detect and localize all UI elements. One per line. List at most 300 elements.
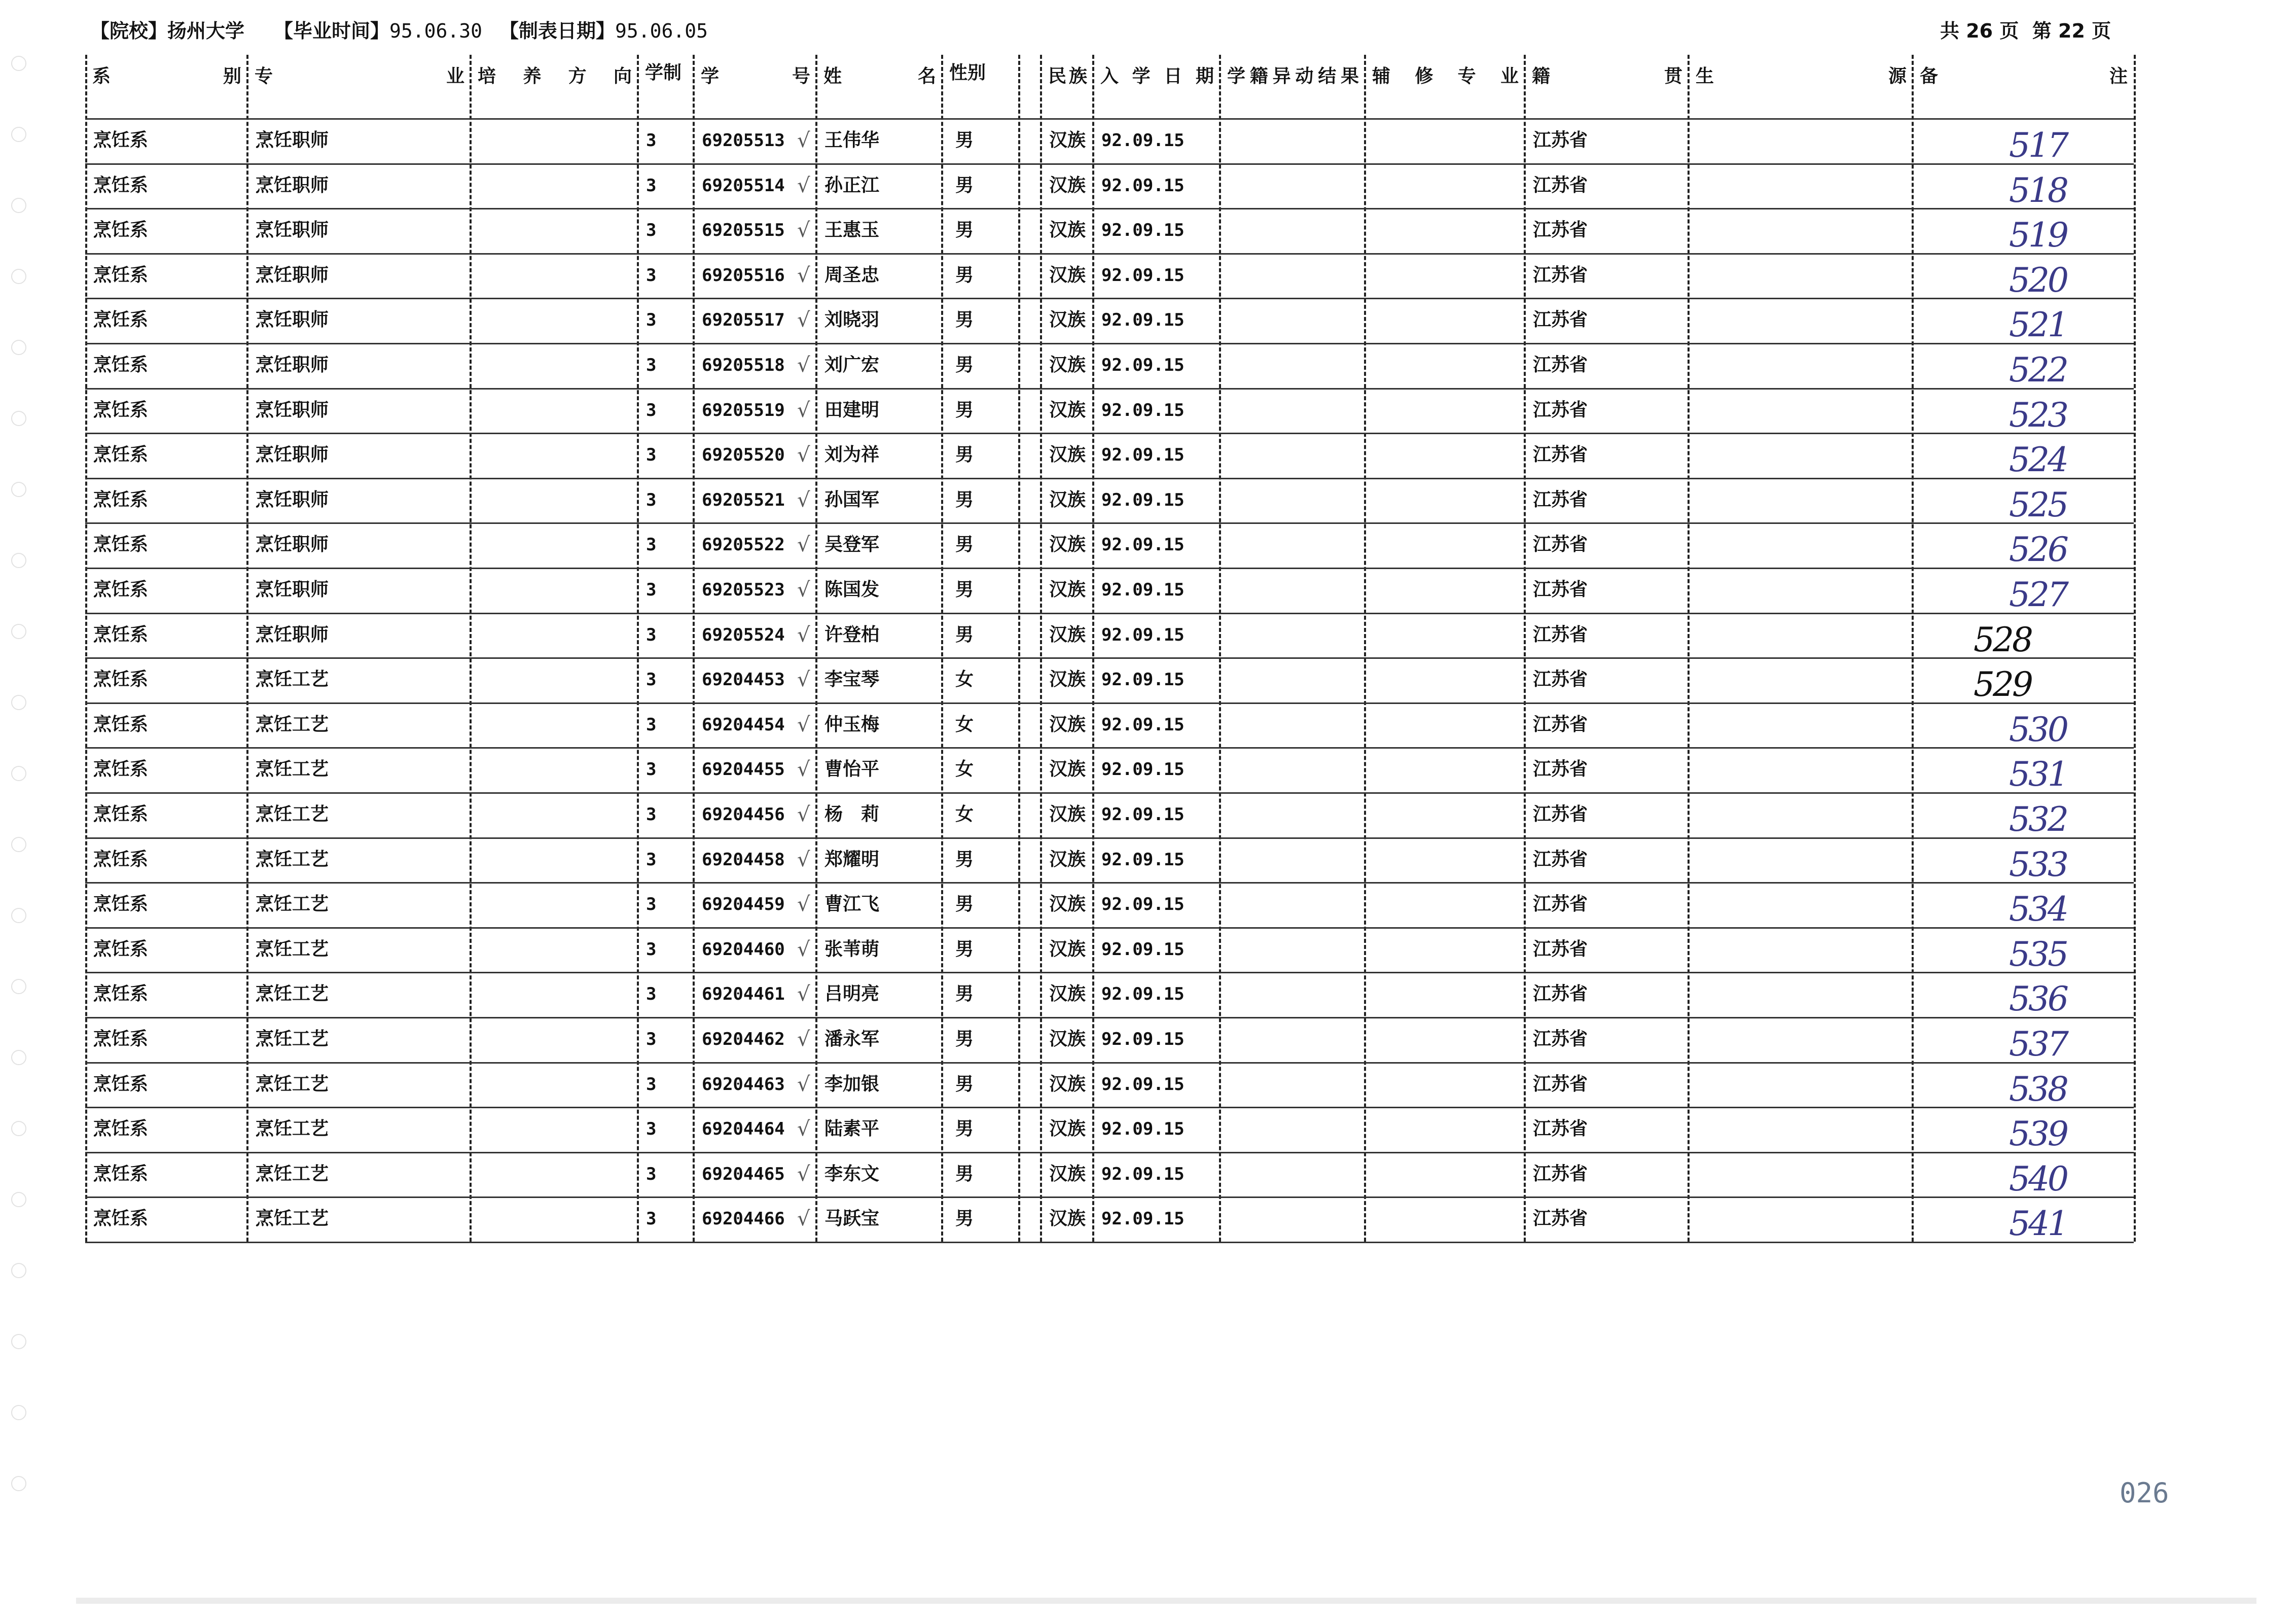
cell-years: 3 bbox=[646, 1164, 657, 1184]
cell-name: 吕明亮 bbox=[824, 983, 880, 1005]
column-header-status: 学籍异动结果 bbox=[1227, 66, 1359, 87]
handwritten-note: 528 bbox=[1974, 620, 2031, 659]
cell-origin: 江苏省 bbox=[1533, 804, 1588, 825]
check-mark-icon: √ bbox=[797, 308, 810, 332]
cell-years: 3 bbox=[646, 535, 657, 555]
scan-footer-strip bbox=[76, 1598, 2256, 1604]
cell-years: 3 bbox=[646, 130, 657, 151]
cell-nation: 汉族 bbox=[1049, 938, 1086, 960]
cell-origin: 江苏省 bbox=[1533, 669, 1588, 690]
handwritten-note: 535 bbox=[2009, 934, 2067, 974]
cell-enroll: 92.09.15 bbox=[1101, 1209, 1185, 1229]
table-row bbox=[85, 568, 2134, 613]
cell-years: 3 bbox=[646, 1209, 657, 1229]
cell-enroll: 92.09.15 bbox=[1101, 445, 1185, 466]
column-divider bbox=[1018, 55, 1020, 1242]
cell-origin: 江苏省 bbox=[1533, 759, 1588, 780]
cell-years: 3 bbox=[646, 220, 657, 241]
row-rule bbox=[85, 702, 2134, 704]
cell-dept: 烹饪系 bbox=[93, 130, 149, 151]
cell-origin: 江苏省 bbox=[1533, 220, 1588, 241]
cell-name: 郑耀明 bbox=[824, 849, 880, 870]
table-row bbox=[85, 1152, 2134, 1197]
cell-nation: 汉族 bbox=[1049, 624, 1086, 645]
cell-origin: 江苏省 bbox=[1533, 624, 1588, 645]
cell-name: 杨 莉 bbox=[824, 804, 880, 825]
cell-sex: 男 bbox=[955, 534, 974, 555]
cell-dept: 烹饪系 bbox=[93, 669, 149, 690]
cell-nation: 汉族 bbox=[1049, 355, 1086, 375]
cell-years: 3 bbox=[646, 175, 657, 196]
check-mark-icon: √ bbox=[797, 848, 810, 871]
cell-origin: 江苏省 bbox=[1533, 938, 1588, 960]
binding-hole bbox=[11, 56, 26, 71]
binding-hole bbox=[11, 1334, 26, 1349]
check-mark-icon: √ bbox=[797, 668, 810, 692]
cell-major: 烹饪职师 bbox=[256, 130, 329, 151]
handwritten-note: 530 bbox=[2009, 710, 2067, 749]
cell-major: 烹饪职师 bbox=[256, 579, 329, 600]
table-row bbox=[85, 927, 2134, 972]
table-row bbox=[85, 972, 2134, 1017]
cell-origin: 江苏省 bbox=[1533, 1029, 1588, 1049]
cell-name: 刘晓羽 bbox=[824, 309, 880, 331]
row-rule bbox=[85, 657, 2134, 659]
column-header-years: 学制 bbox=[645, 62, 682, 83]
page-current: 第 22 页 bbox=[2032, 20, 2111, 42]
cell-major: 烹饪工艺 bbox=[256, 1163, 329, 1184]
graduation-date: 95.06.30 bbox=[389, 20, 483, 42]
cell-origin: 江苏省 bbox=[1533, 355, 1588, 375]
cell-sid: 69205523 bbox=[702, 580, 785, 600]
binding-hole bbox=[11, 127, 26, 142]
cell-nation: 汉族 bbox=[1049, 894, 1086, 915]
cell-years: 3 bbox=[646, 759, 657, 780]
cell-sid: 69205513 bbox=[702, 130, 785, 151]
page-total: 共 26 页 bbox=[1940, 20, 2019, 42]
cell-sex: 男 bbox=[955, 489, 974, 510]
handwritten-note: 525 bbox=[2009, 485, 2067, 524]
cell-enroll: 92.09.15 bbox=[1101, 624, 1185, 645]
row-rule bbox=[85, 208, 2134, 209]
cell-sid: 69204465 bbox=[702, 1164, 785, 1184]
cell-name: 张苇萌 bbox=[824, 938, 880, 960]
binding-hole bbox=[11, 979, 26, 994]
cell-sid: 69204453 bbox=[702, 670, 785, 690]
check-mark-icon: √ bbox=[797, 578, 810, 602]
cell-origin: 江苏省 bbox=[1533, 579, 1588, 600]
cell-nation: 汉族 bbox=[1049, 264, 1086, 286]
cell-sid: 69204459 bbox=[702, 894, 785, 915]
row-rule bbox=[85, 792, 2134, 794]
cell-sid: 69205516 bbox=[702, 265, 785, 286]
cell-major: 烹饪工艺 bbox=[256, 894, 329, 915]
column-divider bbox=[470, 55, 472, 1242]
binding-hole bbox=[11, 1050, 26, 1065]
check-mark-icon: √ bbox=[797, 893, 810, 917]
cell-name: 李东文 bbox=[824, 1163, 880, 1184]
column-header-minor: 辅修专业 bbox=[1372, 66, 1519, 87]
cell-nation: 汉族 bbox=[1049, 1118, 1086, 1140]
handwritten-note: 538 bbox=[2009, 1069, 2067, 1109]
row-rule bbox=[85, 253, 2134, 255]
cell-sex: 女 bbox=[955, 714, 974, 735]
handwritten-note: 536 bbox=[2009, 979, 2067, 1019]
cell-sex: 男 bbox=[955, 894, 974, 915]
cell-major: 烹饪工艺 bbox=[256, 759, 329, 780]
table-row bbox=[85, 792, 2134, 837]
table-row bbox=[85, 837, 2134, 883]
cell-sex: 男 bbox=[955, 1118, 974, 1140]
table-row bbox=[85, 522, 2134, 568]
cell-nation: 汉族 bbox=[1049, 983, 1086, 1005]
table-row bbox=[85, 702, 2134, 748]
row-rule bbox=[85, 433, 2134, 434]
binding-hole bbox=[11, 908, 26, 923]
cell-name: 刘广宏 bbox=[824, 355, 880, 375]
table-row bbox=[85, 882, 2134, 927]
handwritten-note: 523 bbox=[2009, 395, 2067, 435]
handwritten-note: 524 bbox=[2009, 440, 2067, 480]
cell-nation: 汉族 bbox=[1049, 1029, 1086, 1049]
check-mark-icon: √ bbox=[797, 1072, 810, 1096]
cell-name: 吴登军 bbox=[824, 534, 880, 555]
cell-years: 3 bbox=[646, 310, 657, 331]
check-mark-icon: √ bbox=[797, 623, 810, 647]
cell-sid: 69205514 bbox=[702, 175, 785, 196]
row-rule bbox=[85, 478, 2134, 479]
cell-sex: 女 bbox=[955, 759, 974, 780]
binding-hole bbox=[11, 624, 26, 639]
cell-origin: 江苏省 bbox=[1533, 130, 1588, 151]
row-rule bbox=[85, 1107, 2134, 1108]
binding-hole bbox=[11, 837, 26, 852]
cell-sex: 男 bbox=[955, 355, 974, 375]
cell-major: 烹饪工艺 bbox=[256, 1208, 329, 1229]
cell-enroll: 92.09.15 bbox=[1101, 580, 1185, 600]
binding-hole bbox=[11, 1476, 26, 1491]
cell-nation: 汉族 bbox=[1049, 1163, 1086, 1184]
cell-origin: 江苏省 bbox=[1533, 714, 1588, 735]
column-divider bbox=[246, 55, 248, 1242]
cell-origin: 江苏省 bbox=[1533, 264, 1588, 286]
cell-dept: 烹饪系 bbox=[93, 1163, 149, 1184]
cell-dept: 烹饪系 bbox=[93, 579, 149, 600]
cell-enroll: 92.09.15 bbox=[1101, 984, 1185, 1005]
check-mark-icon: √ bbox=[797, 1207, 810, 1231]
cell-enroll: 92.09.15 bbox=[1101, 310, 1185, 331]
check-mark-icon: √ bbox=[797, 1028, 810, 1051]
column-header-sid: 学 号 bbox=[701, 66, 810, 87]
cell-dept: 烹饪系 bbox=[93, 849, 149, 870]
cell-sid: 69204454 bbox=[702, 714, 785, 735]
cell-name: 刘为祥 bbox=[824, 444, 880, 466]
handwritten-note: 519 bbox=[2009, 216, 2067, 255]
cell-sid: 69204455 bbox=[702, 759, 785, 780]
table-border-vertical bbox=[85, 55, 87, 1242]
cell-major: 烹饪职师 bbox=[256, 489, 329, 510]
cell-sex: 男 bbox=[955, 579, 974, 600]
column-divider bbox=[1219, 55, 1221, 1242]
row-rule bbox=[85, 522, 2134, 524]
binding-hole bbox=[11, 1192, 26, 1207]
cell-origin: 江苏省 bbox=[1533, 309, 1588, 331]
cell-enroll: 92.09.15 bbox=[1101, 670, 1185, 690]
check-mark-icon: √ bbox=[797, 803, 810, 826]
handwritten-note: 532 bbox=[2009, 800, 2067, 839]
cell-years: 3 bbox=[646, 265, 657, 286]
cell-nation: 汉族 bbox=[1049, 130, 1086, 151]
cell-name: 李宝琴 bbox=[824, 669, 880, 690]
cell-major: 烹饪职师 bbox=[256, 309, 329, 331]
cell-major: 烹饪工艺 bbox=[256, 1118, 329, 1140]
cell-major: 烹饪工艺 bbox=[256, 938, 329, 960]
cell-enroll: 92.09.15 bbox=[1101, 535, 1185, 555]
column-header-note: 备 注 bbox=[1920, 66, 2128, 87]
cell-dept: 烹饪系 bbox=[93, 624, 149, 645]
cell-enroll: 92.09.15 bbox=[1101, 804, 1185, 825]
cell-dept: 烹饪系 bbox=[93, 220, 149, 241]
cell-major: 烹饪工艺 bbox=[256, 1073, 329, 1095]
column-divider bbox=[1364, 55, 1366, 1242]
check-mark-icon: √ bbox=[797, 758, 810, 782]
graduation-time-header bbox=[274, 15, 482, 43]
cell-years: 3 bbox=[646, 849, 657, 870]
cell-years: 3 bbox=[646, 400, 657, 420]
cell-enroll: 92.09.15 bbox=[1101, 1029, 1185, 1049]
cell-sid: 69204462 bbox=[702, 1029, 785, 1049]
row-rule bbox=[85, 927, 2134, 929]
cell-enroll: 92.09.15 bbox=[1101, 1119, 1185, 1140]
cell-origin: 江苏省 bbox=[1533, 399, 1588, 420]
cell-nation: 汉族 bbox=[1049, 220, 1086, 241]
cell-sid: 69205522 bbox=[702, 535, 785, 555]
handwritten-note: 534 bbox=[2009, 890, 2067, 929]
table-row bbox=[85, 1017, 2134, 1062]
cell-major: 烹饪工艺 bbox=[256, 849, 329, 870]
cell-years: 3 bbox=[646, 355, 657, 375]
check-mark-icon: √ bbox=[797, 219, 810, 242]
check-mark-icon: √ bbox=[797, 713, 810, 736]
cell-sid: 69204461 bbox=[702, 984, 785, 1005]
cell-dept: 烹饪系 bbox=[93, 1029, 149, 1049]
cell-dept: 烹饪系 bbox=[93, 1208, 149, 1229]
cell-major: 烹饪工艺 bbox=[256, 669, 329, 690]
cell-sid: 69204456 bbox=[702, 804, 785, 825]
cell-dept: 烹饪系 bbox=[93, 444, 149, 466]
table-header-row bbox=[85, 55, 2134, 118]
header-rule bbox=[85, 118, 2134, 120]
cell-dept: 烹饪系 bbox=[93, 399, 149, 420]
cell-sid: 69204463 bbox=[702, 1074, 785, 1095]
table-row bbox=[85, 298, 2134, 343]
column-divider bbox=[1524, 55, 1526, 1242]
handwritten-note: 521 bbox=[2009, 305, 2067, 345]
cell-major: 烹饪工艺 bbox=[256, 714, 329, 735]
cell-years: 3 bbox=[646, 445, 657, 466]
cell-sex: 男 bbox=[955, 444, 974, 466]
binding-hole bbox=[11, 1121, 26, 1136]
table-row bbox=[85, 657, 2134, 705]
handwritten-note: 537 bbox=[2009, 1025, 2067, 1064]
cell-origin: 江苏省 bbox=[1533, 1163, 1588, 1184]
cell-major: 烹饪职师 bbox=[256, 624, 329, 645]
cell-origin: 江苏省 bbox=[1533, 1073, 1588, 1095]
column-header-nation: 民族 bbox=[1048, 66, 1087, 87]
table-row bbox=[85, 747, 2134, 792]
cell-enroll: 92.09.15 bbox=[1101, 894, 1185, 915]
row-rule bbox=[85, 298, 2134, 299]
cell-enroll: 92.09.15 bbox=[1101, 759, 1185, 780]
row-rule bbox=[85, 747, 2134, 749]
binding-hole bbox=[11, 553, 26, 568]
school-header bbox=[90, 15, 244, 43]
cell-sex: 男 bbox=[955, 264, 974, 286]
cell-sid: 69204464 bbox=[702, 1119, 785, 1140]
cell-nation: 汉族 bbox=[1049, 579, 1086, 600]
cell-dept: 烹饪系 bbox=[93, 1118, 149, 1140]
cell-years: 3 bbox=[646, 624, 657, 645]
made-date-header bbox=[499, 15, 708, 43]
cell-major: 烹饪职师 bbox=[256, 264, 329, 286]
cell-sid: 69204460 bbox=[702, 939, 785, 960]
cell-major: 烹饪工艺 bbox=[256, 983, 329, 1005]
cell-years: 3 bbox=[646, 580, 657, 600]
table-row bbox=[85, 1196, 2134, 1242]
cell-origin: 江苏省 bbox=[1533, 174, 1588, 196]
cell-dept: 烹饪系 bbox=[93, 983, 149, 1005]
row-rule bbox=[85, 882, 2134, 884]
handwritten-note: 517 bbox=[2009, 126, 2067, 165]
handwritten-note: 526 bbox=[2009, 530, 2067, 570]
cell-nation: 汉族 bbox=[1049, 174, 1086, 196]
row-rule bbox=[85, 163, 2134, 165]
cell-name: 陈国发 bbox=[824, 579, 880, 600]
cell-sex: 男 bbox=[955, 624, 974, 645]
cell-sex: 男 bbox=[955, 1163, 974, 1184]
cell-name: 马跃宝 bbox=[824, 1208, 880, 1229]
column-divider bbox=[1688, 55, 1690, 1242]
cell-sid: 69205521 bbox=[702, 489, 785, 510]
column-divider bbox=[1092, 55, 1094, 1242]
cell-dept: 烹饪系 bbox=[93, 714, 149, 735]
column-header-name: 姓 名 bbox=[823, 66, 936, 87]
check-mark-icon: √ bbox=[797, 129, 810, 152]
column-header-blank bbox=[1019, 55, 1041, 118]
handwritten-note: 541 bbox=[2009, 1204, 2067, 1244]
column-header-dept: 系 别 bbox=[92, 66, 241, 87]
table-row bbox=[85, 433, 2134, 478]
archive-page-number: 026 bbox=[2120, 1477, 2169, 1509]
cell-name: 陆素平 bbox=[824, 1118, 880, 1140]
cell-nation: 汉族 bbox=[1049, 759, 1086, 780]
cell-origin: 江苏省 bbox=[1533, 894, 1588, 915]
cell-name: 王惠玉 bbox=[824, 220, 880, 241]
cell-enroll: 92.09.15 bbox=[1101, 489, 1185, 510]
handwritten-note: 520 bbox=[2009, 260, 2067, 300]
table-row bbox=[85, 613, 2134, 658]
cell-years: 3 bbox=[646, 1074, 657, 1095]
check-mark-icon: √ bbox=[797, 354, 810, 377]
check-mark-icon: √ bbox=[797, 443, 810, 467]
column-divider bbox=[941, 55, 943, 1242]
table-row bbox=[85, 118, 2134, 163]
cell-enroll: 92.09.15 bbox=[1101, 265, 1185, 286]
cell-sid: 69205519 bbox=[702, 400, 785, 420]
column-header-enroll: 入学日期 bbox=[1100, 66, 1214, 87]
made-date: 95.06.05 bbox=[615, 20, 708, 42]
cell-dept: 烹饪系 bbox=[93, 489, 149, 510]
cell-enroll: 92.09.15 bbox=[1101, 400, 1185, 420]
cell-name: 曹怡平 bbox=[824, 759, 880, 780]
cell-nation: 汉族 bbox=[1049, 804, 1086, 825]
school-label: 【院校】 bbox=[90, 20, 168, 42]
cell-enroll: 92.09.15 bbox=[1101, 1164, 1185, 1184]
row-rule bbox=[85, 388, 2134, 390]
row-rule bbox=[85, 1152, 2134, 1153]
cell-sid: 69205517 bbox=[702, 310, 785, 331]
cell-nation: 汉族 bbox=[1049, 1208, 1086, 1229]
check-mark-icon: √ bbox=[797, 1162, 810, 1186]
cell-dept: 烹饪系 bbox=[93, 309, 149, 331]
handwritten-note: 539 bbox=[2009, 1114, 2067, 1154]
binding-hole bbox=[11, 1405, 26, 1420]
cell-nation: 汉族 bbox=[1049, 669, 1086, 690]
row-rule bbox=[85, 1017, 2134, 1018]
cell-sex: 男 bbox=[955, 220, 974, 241]
column-divider bbox=[815, 55, 817, 1242]
cell-dept: 烹饪系 bbox=[93, 534, 149, 555]
binding-hole bbox=[11, 198, 26, 213]
cell-enroll: 92.09.15 bbox=[1101, 130, 1185, 151]
table-row bbox=[85, 208, 2134, 253]
handwritten-note: 527 bbox=[2009, 575, 2067, 614]
cell-dept: 烹饪系 bbox=[93, 804, 149, 825]
cell-sex: 男 bbox=[955, 1208, 974, 1229]
column-divider bbox=[1912, 55, 1914, 1242]
column-divider bbox=[1040, 55, 1042, 1242]
check-mark-icon: √ bbox=[797, 173, 810, 197]
cell-nation: 汉族 bbox=[1049, 714, 1086, 735]
cell-name: 田建明 bbox=[824, 399, 880, 420]
cell-nation: 汉族 bbox=[1049, 489, 1086, 510]
cell-years: 3 bbox=[646, 804, 657, 825]
page-info bbox=[1940, 15, 2111, 43]
table-row bbox=[85, 163, 2134, 208]
cell-origin: 江苏省 bbox=[1533, 1118, 1588, 1140]
cell-sex: 男 bbox=[955, 130, 974, 151]
handwritten-note: 540 bbox=[2009, 1159, 2067, 1199]
cell-years: 3 bbox=[646, 714, 657, 735]
cell-sex: 男 bbox=[955, 1029, 974, 1049]
cell-name: 李加银 bbox=[824, 1073, 880, 1095]
binding-hole bbox=[11, 695, 26, 710]
cell-sex: 男 bbox=[955, 938, 974, 960]
school-name: 扬州大学 bbox=[167, 20, 245, 42]
cell-origin: 江苏省 bbox=[1533, 489, 1588, 510]
cell-years: 3 bbox=[646, 984, 657, 1005]
cell-origin: 江苏省 bbox=[1533, 1208, 1588, 1229]
cell-years: 3 bbox=[646, 489, 657, 510]
made-date-label: 【制表日期】 bbox=[499, 20, 616, 42]
handwritten-note: 518 bbox=[2009, 170, 2067, 210]
check-mark-icon: √ bbox=[797, 533, 810, 557]
cell-sid: 69205524 bbox=[702, 624, 785, 645]
column-header-sex: 性别 bbox=[949, 62, 986, 83]
cell-sex: 女 bbox=[955, 669, 974, 690]
row-rule bbox=[85, 972, 2134, 973]
check-mark-icon: √ bbox=[797, 398, 810, 422]
